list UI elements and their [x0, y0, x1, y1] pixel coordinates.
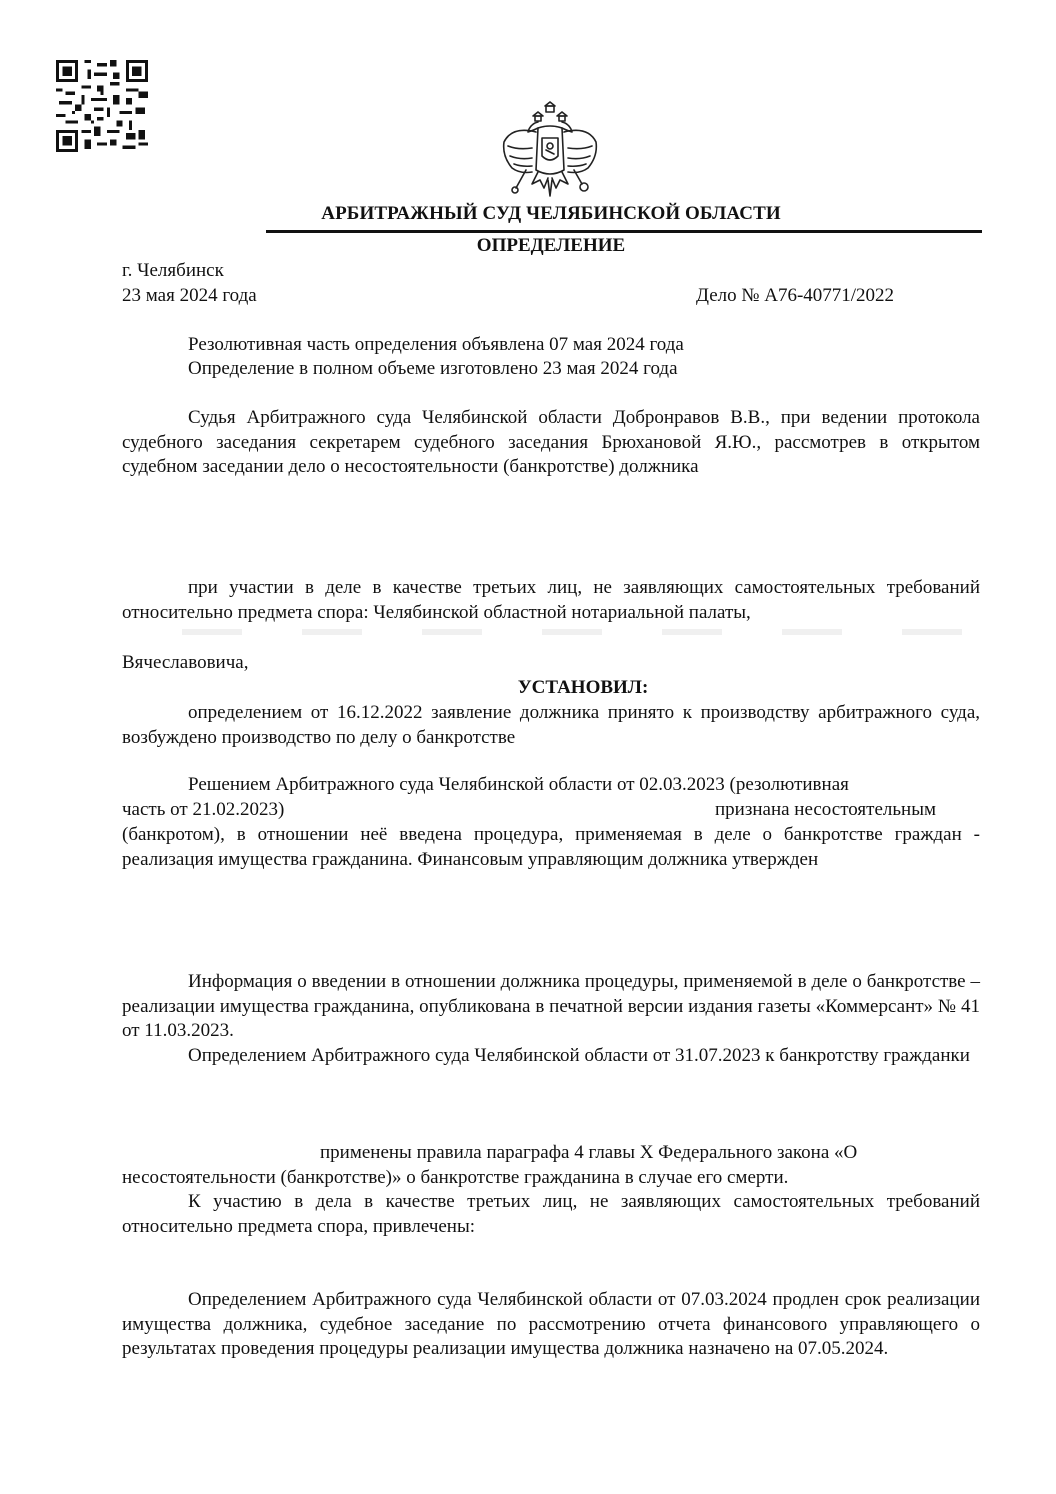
redacted-line: [122, 629, 980, 635]
paragraph-death-rules: Определением Арбитражного суда Челябинской области от 31.07.2023 к банкротству гражданки: [188, 1045, 970, 1066]
paragraph-decision-date: часть от 21.02.2023): [122, 799, 285, 820]
paragraph-decision-bankrupt: признана несостоятельным: [715, 799, 936, 820]
document-date: 23 мая 2024 года: [122, 285, 257, 306]
paragraph-publication: Информация о введении в отношении должника процедуры, применяемой в деле о банкротстве – реализации имущества гражданина, опубликована в печатной версии издания газеты «Коммерсант» № 41 от 11.03.2023.: [122, 971, 980, 1041]
full-text-prepared: Определение в полном объеме изготовлено 23 мая 2024 года: [188, 358, 678, 379]
paragraph-judge: Судья Арбитражного суда Челябинской области Добронравов В.В., при ведении протокола судебного заседания секретарем судебного заседания Брюхановой Я.Ю., рассмотрев в открытом судебном заседании дело о несостоятельности (банкротстве) должника: [122, 407, 980, 477]
case-number: Дело № А76-40771/2022: [696, 285, 895, 306]
header-divider: [266, 230, 982, 233]
resolution-announced: Резолютивная часть определения объявлена 07 мая 2024 года: [188, 334, 684, 355]
coat-of-arms-icon: [498, 96, 602, 204]
document-type: ОПРЕДЕЛЕНИЕ: [476, 235, 626, 256]
paragraph-rules-applied: применены правила параграфа 4 главы X Федерального закона «О: [320, 1142, 858, 1163]
qr-code-icon: [56, 60, 148, 152]
paragraph-rules-applied-cont: несостоятельности (банкротстве)» о банкротстве гражданина в случае его смерти.: [122, 1167, 789, 1188]
section-heading: УСТАНОВИЛ:: [517, 677, 649, 698]
paragraph-decision-procedure: (банкротом), в отношении неё введена процедура, применяемая в деле о банкротстве граждан - реализация имущества гражданина. Финансовым управляющим должника утвержден: [122, 824, 980, 870]
paragraph-third-parties-tail: Вячеславовича,: [122, 652, 249, 673]
paragraph-third-parties: при участии в деле в качестве третьих лиц, не заявляющих самостоятельных требований относительно предмета спора: Челябинской областной нотариальной палаты,: [122, 577, 980, 623]
paragraph-participants: К участию в дела в качестве третьих лиц, не заявляющих самостоятельных требований относительно предмета спора, привлечены:: [122, 1191, 980, 1237]
paragraph-case-opened: определением от 16.12.2022 заявление должника принято к производству арбитражного суда, возбуждено производство по делу о банкротстве: [122, 702, 980, 748]
court-name: АРБИТРАЖНЫЙ СУД ЧЕЛЯБИНСКОЙ ОБЛАСТИ: [321, 203, 781, 224]
paragraph-extension: Определением Арбитражного суда Челябинской области от 07.03.2024 продлен срок реализации имущества должника, судебное заседание по рассмотрению отчета финансового управляющего о результатах проведения процедуры реализации имущества должника назначено на 07.05.2024.: [122, 1289, 980, 1359]
city: г. Челябинск: [122, 260, 224, 281]
paragraph-decision: Решением Арбитражного суда Челябинской области от 02.03.2023 (резолютивная: [188, 774, 849, 795]
